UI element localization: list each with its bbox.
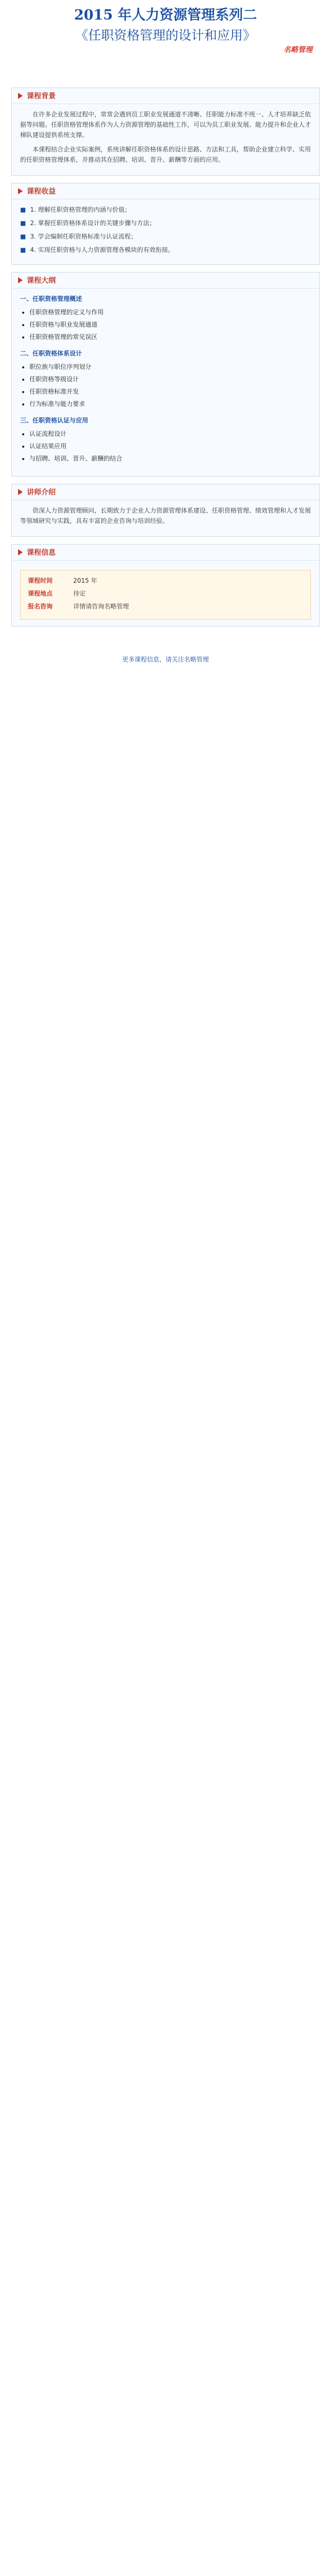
- module-item: • 任职资格与职业发展通道: [29, 319, 311, 330]
- module-title: 一、任职资格管理概述: [20, 295, 82, 302]
- section-heading: [12, 88, 319, 104]
- section-body: [12, 199, 319, 264]
- contact-label: 报名咨询: [28, 603, 53, 610]
- page-subtitle: 《任职资格管理的设计和应用》: [75, 28, 256, 43]
- module-title: 二、任职资格体系设计: [20, 350, 82, 357]
- section-title: 课程背景: [27, 92, 56, 100]
- list-item-text: 1. 理解任职资格管理的内涵与价值；: [30, 206, 131, 213]
- section-body: [12, 500, 319, 536]
- contact-row: [28, 601, 303, 612]
- section-marker-icon: [18, 549, 23, 555]
- section-body: [12, 289, 319, 476]
- section-heading: [12, 273, 319, 289]
- section-heading: [12, 545, 319, 561]
- contact-row: [28, 588, 303, 599]
- module-item: • 任职资格管理的常见误区: [29, 332, 311, 342]
- section-marker-icon: [18, 277, 23, 283]
- module-list: [20, 362, 311, 409]
- section-body: [12, 561, 319, 626]
- section-heading: [12, 484, 319, 500]
- section-title: 课程大纲: [27, 277, 56, 285]
- bullet-icon: ■: [20, 219, 26, 227]
- page-title: 2015 年人力资源管理系列二: [74, 7, 257, 23]
- bullet-icon: ■: [20, 206, 26, 213]
- bullet-icon: ■: [20, 233, 26, 240]
- outline-module: [20, 348, 311, 409]
- module-item: • 认证结果应用: [29, 441, 311, 451]
- list-item-text: 3. 学会编制任职资格标准与认证流程；: [30, 233, 137, 240]
- paragraph: 本课程结合企业实际案例，系统讲解任职资格体系的设计思路、方法和工具，帮助企业建立科学、实用的任职资格管理体系，并推动其在招聘、培训、晋升、薪酬等方面的应用。: [20, 146, 311, 163]
- contact-label: 课程时间: [28, 577, 53, 584]
- section-title: 课程收益: [27, 188, 56, 196]
- module-item: • 任职资格标准开发: [29, 386, 311, 397]
- list-item: [20, 218, 311, 228]
- section-title: 讲师介绍: [27, 488, 56, 497]
- module-item: • 行为标准与能力要求: [29, 399, 311, 409]
- list-item: [20, 231, 311, 242]
- contact-row: [28, 575, 303, 586]
- outline-module: [20, 415, 311, 464]
- bullet-icon: ■: [20, 246, 26, 253]
- section-marker-icon: [18, 489, 23, 495]
- module-item: • 职位族与职位序列划分: [29, 362, 311, 372]
- module-item: • 任职资格管理的定义与作用: [29, 307, 311, 317]
- list-item-text: 4. 实现任职资格与人力资源管理各模块的有效衔接。: [30, 246, 174, 253]
- paragraph: 在许多企业发展过程中，常常会遇到员工职业发展通道不清晰、任职能力标准不统一、人才培养缺乏依据等问题。任职资格管理体系作为人力资源管理的基础性工作，可以为员工职业发展、能力提升和企业人才梯队建设提供系统支撑。: [20, 111, 311, 139]
- section-marker-icon: [18, 93, 23, 99]
- contact-label: 课程地点: [28, 590, 53, 597]
- contact-value: 详情请咨询名略管理: [73, 603, 129, 610]
- contact-value: 2015 年: [73, 577, 97, 584]
- module-list: [20, 429, 311, 464]
- outline-module: [20, 294, 311, 342]
- section: [11, 272, 320, 477]
- paragraph: 资深人力资源管理顾问，长期致力于企业人力资源管理体系建设、任职资格管理、绩效管理和人才发展等领域研究与实践，具有丰富的企业咨询与培训经验。: [20, 507, 311, 524]
- section: [11, 88, 320, 176]
- section-heading: [12, 183, 319, 199]
- module-item: • 认证流程设计: [29, 429, 311, 439]
- section-title: 课程信息: [27, 549, 56, 557]
- module-item: • 与招聘、培训、晋升、薪酬的结合: [29, 453, 311, 464]
- module-list: [20, 307, 311, 342]
- contact-box: [20, 570, 311, 620]
- section-marker-icon: [18, 188, 23, 194]
- section: [11, 484, 320, 537]
- module-title: 三、任职资格认证与应用: [20, 417, 89, 424]
- contact-value: 待定: [73, 590, 86, 597]
- footer-text: 更多课程信息，请关注名略管理: [122, 656, 209, 663]
- section: [11, 183, 320, 265]
- list-item: [20, 205, 311, 215]
- spacer: [0, 634, 331, 654]
- list-item-text: 2. 掌握任职资格体系设计的关键步骤与方法；: [30, 219, 156, 227]
- section-body: [12, 104, 319, 175]
- brand-logo: 名略管理: [284, 46, 312, 54]
- content-sections: [0, 88, 331, 626]
- section: [11, 544, 320, 626]
- module-item: • 任职资格等级设计: [29, 374, 311, 384]
- list-item: [20, 245, 311, 255]
- header: [0, 0, 331, 88]
